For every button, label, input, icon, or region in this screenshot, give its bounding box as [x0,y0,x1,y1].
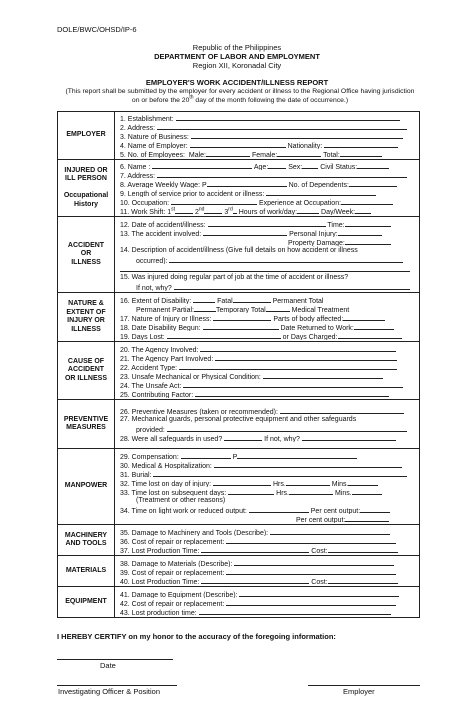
subsequent-mins-field[interactable] [289,487,333,495]
section-label-manpower: MANPOWER [58,449,115,525]
accident-time-field[interactable] [345,219,391,227]
female-count-field[interactable] [277,149,321,157]
submission-note: (This report shall be submitted by the employer for every accident or illness to the Regional Office having jurisdiction on or before the 20th day of the month following the date of occurrence.) [65,88,415,104]
section-label-preventive: PREVENTIVE MEASURES [58,400,115,449]
nature-of-business-field[interactable] [191,131,403,139]
section-accident: ACCIDENT OR ILLNESS 12. Date of accident/illness: Time: 13. The accident involved: Personal Injury: Property Damage: 14. Description of accident/illness (Give full details on how accident or illness occurred): 15. Was injured doing regular part of job at the time of accident or illness? If not, why? [58,217,420,293]
section-label-nature: NATURE & EXTENT OF INJURY OR ILLNESS [58,293,115,342]
equipment-time-field[interactable] [199,607,391,615]
section-machinery: MACHINERY AND TOOLS 35. Damage to Machinery and Tools (Describe): 36. Cost of repair or replacement: 37. Lost Production Time: Cost: [58,525,420,556]
subsequent-mins-value[interactable] [352,487,382,495]
form-code: DOLE/BWC/OHSD/IP-6 [57,25,137,34]
temporary-total-field[interactable] [266,304,290,312]
male-count-field[interactable] [206,149,250,157]
agency-involved-field[interactable] [200,344,396,352]
contributing-factor-field[interactable] [195,389,389,397]
section-equipment: EQUIPMENT 41. Damage to Equipment (Describe): 42. Cost of repair or replacement: 43. Lost production time: [58,587,420,618]
machinery-time-cost-field[interactable] [328,545,398,553]
body-parts-field[interactable] [343,313,385,321]
sex-field[interactable] [302,161,318,169]
date-returned-field[interactable] [354,322,394,330]
agency-part-field[interactable] [215,353,397,361]
occupation-field[interactable] [171,197,257,205]
regular-job-reason-field[interactable] [174,282,410,290]
section-label-machinery: MACHINERY AND TOOLS [58,525,115,556]
experience-field[interactable] [341,197,393,205]
day-week-field[interactable] [355,206,371,214]
materials-time-cost-field[interactable] [328,576,398,584]
certification-statement: I HEREBY CERTIFY on my honor to the accuracy of the foregoing information: [57,632,336,641]
safeguards-used-field[interactable] [224,433,262,441]
section-label-equipment: EQUIPMENT [58,587,115,618]
personal-injury-field[interactable] [338,228,382,236]
unsafe-condition-field[interactable] [263,371,383,379]
compensation-amount-field[interactable] [237,451,357,459]
employer-signature-line[interactable] [308,685,420,686]
nationality-field[interactable] [324,140,398,148]
day-lost-hrs-field[interactable] [213,478,271,486]
machinery-cost-field[interactable] [226,536,396,544]
nature-of-injury-field[interactable] [213,313,271,321]
section-label-cause: CAUSE OF ACCIDENT OR ILLNESS [58,342,115,400]
machinery-time-field[interactable] [201,545,309,553]
total-count-field[interactable] [340,149,382,157]
section-label-accident: ACCIDENT OR ILLNESS [58,217,115,293]
dependents-field[interactable] [349,179,397,187]
shift-1st-field[interactable] [175,206,193,214]
accident-date-field[interactable] [208,219,326,227]
safeguards-provided-field[interactable] [167,424,407,432]
section-cause: CAUSE OF ACCIDENT OR ILLNESS 20. The Agency Involved: 21. The Agency Part Involved: 22. Accident Type: 23. Unsafe Mechanical or Physical Condition: 24. The Unsafe Act: 25. Contributing Factor: [58,342,420,400]
percent-output-field[interactable] [345,514,389,522]
accident-type-field[interactable] [179,362,397,370]
equipment-damage-field[interactable] [239,589,399,597]
injured-name-field[interactable] [152,161,252,169]
employer-address-field[interactable] [157,122,407,130]
report-form [57,111,420,618]
materials-cost-field[interactable] [226,567,396,575]
section-label-materials: MATERIALS [58,556,115,587]
region-line: Region XII, Koronadal City [192,61,282,70]
civil-status-field[interactable] [357,161,389,169]
shift-2nd-field[interactable] [204,206,222,214]
section-employer: EMPLOYER 1. Establishment: 2. Address: 3. Nature of Business: 4. Name of Employer: Nationality: 5. No. of Employees: Male: Female: Total: [58,112,420,160]
disability-begun-field[interactable] [203,322,279,330]
subsequent-hrs-field[interactable] [228,487,274,495]
establishment-field[interactable] [176,113,400,121]
date-label: Date [100,661,116,670]
light-work-report-field[interactable] [360,505,390,513]
fatal-field[interactable] [193,295,215,303]
unsafe-act-field[interactable] [183,380,403,388]
days-charged-field[interactable] [338,331,402,339]
section-label-injured: INJURED OR ILL PERSON Occupational History [58,160,115,217]
section-injured: INJURED OR ILL PERSON Occupational History 6. Name : Age: Sex: Civil Status: 7. Address: 8. Average Weekly Wage: P No. of Dependents: 9. Length of service prior to accident or illness: 10. Occupation: Experience at Occupation: 11. Work Shift: 1st 2nd 3rd Hours of work/day: Day/Week: [58,160,420,217]
accident-description-line-2[interactable] [120,264,410,272]
materials-damage-field[interactable] [234,558,394,566]
permanent-total-field[interactable] [233,295,271,303]
report-title: EMPLOYER'S WORK ACCIDENT/ILLNESS REPORT [145,78,329,87]
employer-label: Employer [343,687,375,696]
day-lost-mins-value[interactable] [348,478,378,486]
age-field[interactable] [268,161,286,169]
officer-label: Investigating Officer & Position [58,687,160,696]
date-signature-line[interactable] [57,659,173,660]
safeguards-reason-field[interactable] [302,433,396,441]
machinery-damage-field[interactable] [270,527,390,535]
day-lost-mins-field[interactable] [286,478,330,486]
length-of-service-field[interactable] [266,188,376,196]
department-line: DEPARTMENT OF LABOR AND EMPLOYMENT [154,52,320,61]
equipment-cost-field[interactable] [226,598,396,606]
republic-line: Republic of the Philippines [192,43,282,52]
medical-hospitalization-field[interactable] [214,460,402,468]
employer-name-field[interactable] [190,140,286,148]
days-lost-field[interactable] [167,331,281,339]
injured-address-field[interactable] [157,170,407,178]
accident-description-field[interactable] [169,255,403,263]
preventive-measures-field[interactable] [280,406,404,414]
section-label-employer: EMPLOYER [58,112,115,160]
section-manpower: MANPOWER 29. Compensation: P 30. Medical & Hospitalization: 31. Burial: 32. Time lost on day of injury: Hrs. Mins. 33. Time lost on subsequent days: Hrs. Mins. (Treatment or other reasons) 34. Time on light work or reduced output: Per cent output: Per cent output: [58,449,420,525]
property-damage-field[interactable] [345,237,391,245]
section-materials: MATERIALS 38. Damage to Materials (Describe): 39. Cost of repair or replacement: 40. Lost Production Time: Cost: [58,556,420,587]
accident-involved-field[interactable] [203,228,287,236]
weekly-wage-field[interactable] [207,179,287,187]
burial-field[interactable] [153,469,407,477]
section-nature: NATURE & EXTENT OF INJURY OR ILLNESS 16. Extent of Disability: Fatal Permanent Total Permanent Partial: Temporary Total Medical Treatment 17. Nature of Injury or Illness: Parts of body affected: 18. Date Disability Begun: Date Returned to Work: 19. Days Lost: or Days Charged: [58,293,420,342]
shift-3rd-field[interactable] [233,206,237,214]
officer-signature-line[interactable] [57,685,177,686]
materials-time-field[interactable] [201,576,309,584]
light-work-field[interactable] [249,505,309,513]
permanent-partial-field[interactable] [194,304,216,312]
section-preventive: PREVENTIVE MEASURES 26. Preventive Measures (taken or recommended): 27. Mechanical guards, personal protective equipment and other safeguards provided: 28. Were all safeguards in used? If not, why? [58,400,420,449]
compensation-field[interactable] [181,451,231,459]
hours-per-day-field[interactable] [297,206,319,214]
